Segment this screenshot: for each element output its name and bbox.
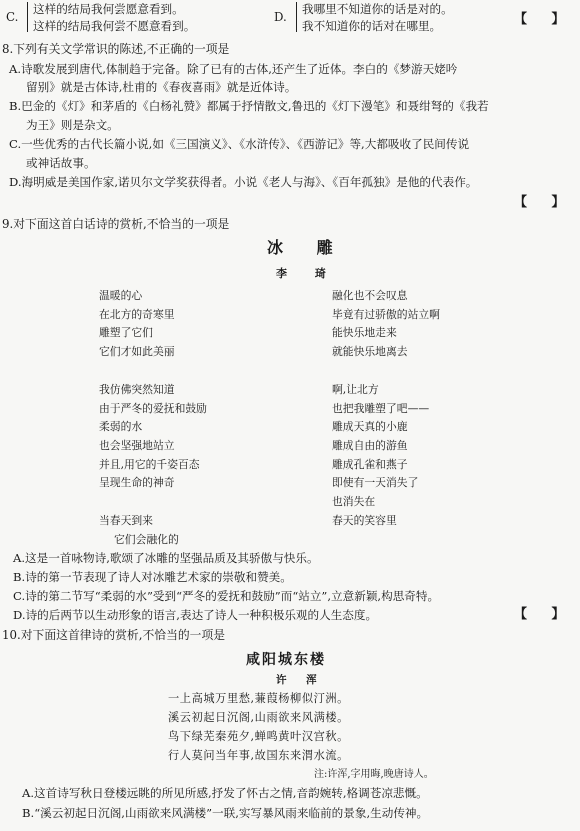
poem-line: 由于严冬的爱抚和鼓励 bbox=[99, 402, 207, 415]
poem-line: 雕成孔雀和燕子 bbox=[332, 458, 408, 471]
poem-line: 呈现生命的神奇 bbox=[99, 476, 175, 489]
option-c-line-1: 这样的结局我何尝愿意看到。 bbox=[33, 2, 184, 16]
poem-line: 行人莫问当年事,故国东来渭水流。 bbox=[168, 749, 349, 762]
poem-line: 雕成天真的小鹿 bbox=[332, 420, 408, 433]
poem-line: 雕成自由的游鱼 bbox=[332, 439, 408, 452]
poem-line: 一上高城万里愁,蒹葭杨柳似汀洲。 bbox=[168, 692, 349, 705]
option-d-line-2: 我不知道你的话对在哪里。 bbox=[302, 19, 442, 33]
option-d-brace bbox=[296, 2, 297, 32]
question-8-option-b: B.巴金的《灯》和茅盾的《白杨礼赞》都属于抒情散文,鲁迅的《灯下漫笔》和聂绀弩的《我若 bbox=[9, 99, 489, 113]
poem-line: 也会坚强地站立 bbox=[99, 439, 175, 452]
poem-line: 温暖的心 bbox=[99, 289, 143, 302]
question-8-option-a: A.诗歌发展到唐代,体制趋于完备。除了已有的古体,还产生了近体。李白的《梦游天姥吟 bbox=[9, 62, 458, 76]
poem-title: 冰 雕 bbox=[267, 238, 347, 257]
poem-line: 我仿佛突然知道 bbox=[99, 383, 175, 396]
poem-line: 能快乐地走来 bbox=[332, 326, 397, 339]
question-8-option-b-cont: 为王》则是杂文。 bbox=[26, 118, 119, 132]
poem-line: 它们才如此美丽 bbox=[99, 345, 175, 358]
question-10-option-b: B.“溪云初起日沉阁,山雨欲来风满楼”一联,实写暴风雨来临前的景象,生动传神。 bbox=[22, 806, 429, 820]
poem-line: 融化也不会叹息 bbox=[332, 289, 408, 302]
question-9-option-a: A.这是一首咏物诗,歌颂了冰雕的坚强品质及其骄傲与快乐。 bbox=[13, 551, 319, 565]
poem-line: 在北方的奇寒里 bbox=[99, 308, 175, 321]
question-8-option-c-cont: 或神话故事。 bbox=[26, 156, 96, 170]
option-c-label: C. bbox=[6, 10, 19, 24]
poem-note: 注:许浑,字用晦,晚唐诗人。 bbox=[314, 769, 434, 780]
question-8-stem: 8.下列有关文学常识的陈述,不正确的一项是 bbox=[2, 42, 230, 56]
answer-bracket[interactable]: 【 】 bbox=[514, 195, 575, 210]
poem-line: 并且,用它的千姿百态 bbox=[99, 458, 200, 471]
poem-author: 许 浑 bbox=[276, 674, 325, 686]
answer-bracket[interactable]: 【 】 bbox=[514, 607, 575, 622]
option-d-label: D. bbox=[274, 10, 287, 24]
question-10-stem: 10.对下面这首律诗的赏析,不恰当的一项是 bbox=[2, 628, 226, 642]
poem-line: 毕竟有过骄傲的站立啊 bbox=[332, 308, 440, 321]
poem-line: 柔弱的水 bbox=[99, 420, 143, 433]
poem-line: 雕塑了它们 bbox=[99, 326, 153, 339]
poem-author: 李 琦 bbox=[276, 267, 338, 280]
answer-bracket[interactable]: 【 】 bbox=[514, 12, 575, 27]
poem-line: 即使有一天消失了 bbox=[332, 476, 419, 489]
option-d-line-1: 我哪里不知道你的话是对的。 bbox=[302, 2, 453, 16]
poem-line: 啊,让北方 bbox=[332, 383, 379, 396]
poem-line: 也把我雕塑了吧—— bbox=[332, 402, 430, 415]
poem-line: 溪云初起日沉阁,山雨欲来风满楼。 bbox=[168, 711, 349, 724]
poem-line: 也消失在 bbox=[332, 495, 376, 508]
poem-line: 它们会融化的 bbox=[114, 533, 179, 546]
question-9-stem: 9.对下面这首白话诗的赏析,不恰当的一项是 bbox=[2, 217, 230, 231]
question-9-option-d: D.诗的后两节以生动形象的语言,表达了诗人一种积极乐观的人生态度。 bbox=[13, 608, 378, 622]
option-c-line-2: 这样的结局我何尝不愿意看到。 bbox=[33, 19, 196, 33]
question-10-option-a: A.这首诗写秋日登楼远眺的所见所感,抒发了怀古之情,音韵婉转,格调苍凉悲慨。 bbox=[22, 786, 428, 800]
option-c-brace bbox=[27, 2, 28, 32]
poem-line: 鸟下绿芜秦苑夕,蝉鸣黄叶汉宫秋。 bbox=[168, 730, 349, 743]
question-8-option-c: C.一些优秀的古代长篇小说,如《三国演义》、《水浒传》、《西游记》等,大都吸收了民间传说 bbox=[9, 137, 470, 151]
poem-line: 当春天到来 bbox=[99, 514, 153, 527]
poem-title: 咸阳城东楼 bbox=[246, 652, 326, 668]
question-8-option-d: D.海明威是美国作家,诺贝尔文学奖获得者。小说《老人与海》、《百年孤独》是他的代表作。 bbox=[9, 175, 478, 189]
question-8-option-a-cont: 留别》就是古体诗,杜甫的《春夜喜雨》就是近体诗。 bbox=[26, 80, 297, 94]
question-9-option-c: C.诗的第二节写“柔弱的水”受到“严冬的爱抚和鼓励”而“站立”,立意新颖,构思奇特。 bbox=[13, 589, 440, 603]
poem-line: 就能快乐地离去 bbox=[332, 345, 408, 358]
question-9-option-b: B.诗的第一节表现了诗人对冰雕艺术家的崇敬和赞美。 bbox=[13, 570, 292, 584]
poem-line: 春天的笑容里 bbox=[332, 514, 397, 527]
